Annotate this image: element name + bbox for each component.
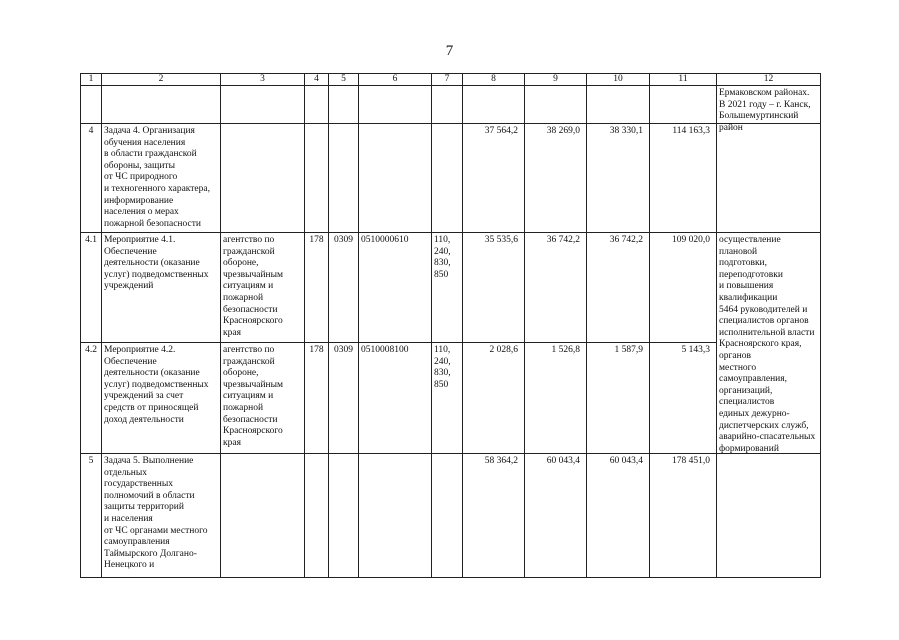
cell-r4-col9: 38 269,0 — [546, 126, 580, 136]
column-divider — [431, 73, 432, 578]
cell-r41-col2: Мероприятие 4.1. Обеспечение деятельности (оказание услуг) подведомственных учреждений — [104, 235, 209, 292]
column-divider — [358, 73, 359, 578]
column-header-4: 4 — [314, 74, 319, 84]
column-header-6: 6 — [392, 74, 398, 84]
row-divider — [80, 85, 821, 86]
cell-merged-result-col12: осуществление плановой подготовки, переподготовки и повышения квалификации 5464 руководителей и специалистов органов исполнительной власти Красноярского края, органов местного самоуправления, организаций, специалистов единых дежурно- диспетчерских служб, аварийно-спасательных формирований — [719, 235, 816, 454]
column-header-11: 11 — [678, 74, 688, 84]
row-divider — [80, 342, 716, 343]
cell-r5-col11: 178 451,0 — [672, 456, 710, 466]
cell-r5-col2: Задача 5. Выполнение отдельных государственных полномочий в области защиты территорий и населения от ЧС органами местного самоуправления Таймырского Долгано- Ненецкого и — [104, 456, 208, 571]
column-header-8: 8 — [491, 74, 496, 84]
cell-r41-col6: 0510000610 — [361, 235, 409, 245]
column-header-3: 3 — [260, 74, 265, 84]
cell-r41-col3: агентство по гражданской обороне, чрезвычайным ситуациям и пожарной безопасности Красноярского края — [223, 235, 284, 338]
column-divider — [716, 73, 717, 578]
column-divider — [328, 73, 329, 578]
column-header-7: 7 — [444, 74, 450, 84]
cell-r41-col1: 4.1 — [85, 235, 97, 245]
column-header-2: 2 — [158, 74, 164, 84]
column-divider — [462, 73, 463, 578]
cell-r41-col8: 35 535,6 — [484, 235, 518, 245]
cell-r42-col2: Мероприятие 4.2. Обеспечение деятельности (оказание услуг) подведомственных учреждений за счет средств от приносящей доход деятельности — [104, 345, 209, 425]
page-number: 7 — [445, 43, 454, 59]
row-divider — [80, 232, 821, 233]
cell-r42-col5: 0309 — [334, 345, 353, 355]
column-divider — [304, 73, 305, 578]
table-side-border — [80, 73, 81, 578]
cell-r42-col1: 4.2 — [85, 345, 97, 355]
cell-r4-col8: 37 564,2 — [484, 126, 518, 136]
cell-r42-col10: 1 587,9 — [614, 345, 643, 355]
cell-r42-col8: 2 028,6 — [489, 345, 518, 355]
cell-r41-col10: 36 742,2 — [609, 235, 643, 245]
column-divider — [649, 73, 650, 578]
cell-r42-col6: 0510008100 — [361, 345, 409, 355]
cell-r42-col11: 5 143,3 — [681, 345, 710, 355]
table-side-border — [820, 73, 821, 578]
cell-r42-col3: агентство по гражданской обороне, чрезвычайным ситуациям и пожарной безопасности Красноярского края — [223, 345, 284, 448]
column-divider — [220, 73, 221, 578]
cell-r4-col11: 114 163,3 — [672, 126, 710, 136]
cell-r42-col9: 1 526,8 — [551, 345, 580, 355]
column-divider — [586, 73, 587, 578]
cell-r4-col1: 4 — [88, 126, 94, 136]
row-divider — [80, 453, 821, 454]
cell-r41-col5: 0309 — [334, 235, 353, 245]
cell-r5-col8: 58 364,2 — [484, 456, 518, 466]
cell-r41-col11: 109 020,0 — [672, 235, 710, 245]
cell-cont-col12: Ермаковском районах. В 2021 году – г. Канск, Большемуртинский район — [719, 88, 811, 133]
cell-r4-col2: Задача 4. Организация обучения населения в области гражданской обороны, защиты от ЧС природного и техногенного характера, информирование населения о мерах пожарной безопасности — [104, 126, 210, 229]
column-header-12: 12 — [763, 74, 774, 84]
cell-r41-col9: 36 742,2 — [546, 235, 580, 245]
column-header-5: 5 — [341, 74, 346, 84]
column-header-9: 9 — [553, 74, 558, 84]
column-header-1: 1 — [88, 74, 94, 84]
row-divider — [80, 123, 821, 124]
cell-r42-col7: 110, 240, 830, 850 — [434, 345, 451, 390]
cell-r42-col4: 178 — [309, 345, 324, 355]
column-header-10: 10 — [613, 74, 623, 84]
cell-r4-col10: 38 330,1 — [609, 126, 643, 136]
column-divider — [524, 73, 525, 578]
column-divider — [101, 73, 102, 578]
cell-r5-col10: 60 043,4 — [609, 456, 643, 466]
cell-r5-col9: 60 043,4 — [546, 456, 580, 466]
table-bottom-border — [80, 577, 821, 578]
cell-r5-col1: 5 — [88, 456, 94, 466]
cell-r41-col4: 178 — [309, 235, 324, 245]
cell-r41-col7: 110, 240, 830, 850 — [434, 235, 451, 280]
